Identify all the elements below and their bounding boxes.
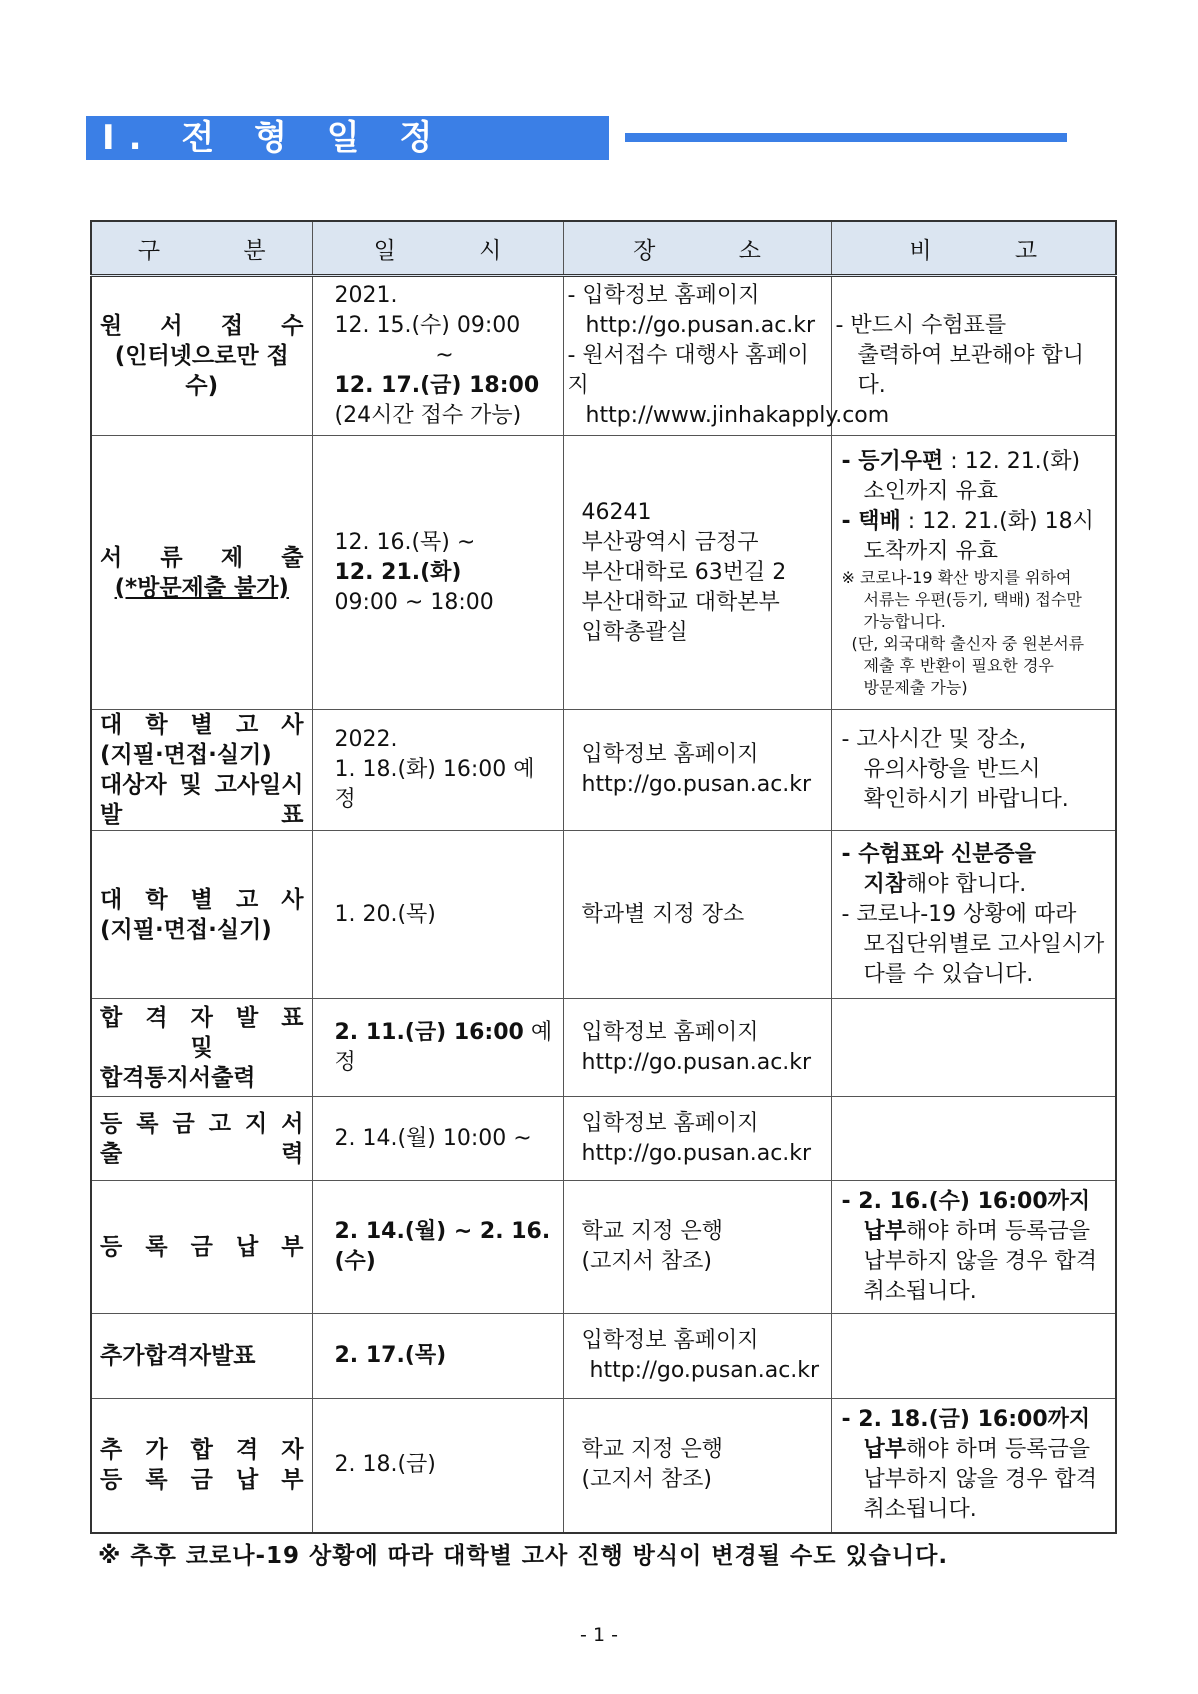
- table-row: [91, 1097, 1116, 1181]
- table-row: [91, 1399, 1116, 1533]
- schedule-table: [90, 220, 1117, 1534]
- row-place: 46241 부산광역시 금정구 부산대학로 63번길 2 부산대학교 대학본부 입학총괄실: [563, 436, 831, 710]
- page-number: - 1 -: [580, 1624, 618, 1646]
- row-place: 입학정보 홈페이지 http://go.pusan.ac.kr: [563, 1314, 831, 1399]
- table-row: [91, 1181, 1116, 1314]
- table-row: [91, 276, 1116, 436]
- row-date: 2. 17.(목): [312, 1314, 563, 1399]
- table-row: [91, 999, 1116, 1097]
- header-note: 비 고: [831, 221, 1116, 276]
- row-category: 추가합격자발표: [91, 1314, 312, 1399]
- table-header-row: [91, 221, 1116, 276]
- row-date: 2. 11.(금) 16:00 예정: [312, 999, 563, 1097]
- row-category: 추 가 합 격 자 등 록 금 납 부: [91, 1399, 312, 1533]
- homepage-link[interactable]: http://go.pusan.ac.kr: [581, 1140, 812, 1166]
- row-category: 대 학 별 고 사 (지필·면접·실기): [91, 831, 312, 999]
- row-date: 2. 18.(금): [312, 1399, 563, 1533]
- table-row: [91, 710, 1116, 831]
- row-note: - 고사시간 및 장소, 유의사항을 반드시 확인하시기 바랍니다.: [831, 710, 1116, 831]
- section-title: Ⅰ. 전 형 일 정: [86, 116, 609, 160]
- homepage-link[interactable]: http://go.pusan.ac.kr: [581, 772, 812, 797]
- row-category: 등 록 금 고 지 서 출 력: [91, 1097, 312, 1181]
- row-note: [831, 999, 1116, 1097]
- row-place: 학과별 지정 장소: [563, 831, 831, 999]
- row-date: 2022. 1. 18.(화) 16:00 예정: [312, 710, 563, 831]
- row-date: 2021. 12. 15.(수) 09:00 ~ 12. 17.(금) 18:00 (24시간 접수 가능): [312, 276, 563, 436]
- row-place: - 입학정보 홈페이지 http://go.pusan.ac.kr - 원서접수 대행사 홈페이지 http://www.jinhakapply.com: [563, 276, 831, 436]
- covid-footnote: ※ 추후 코로나-19 상황에 따라 대학별 고사 진행 방식이 변경될 수도 있습니다.: [98, 1543, 949, 1569]
- row-category: 합 격 자 발 표 및 합격통지서출력: [91, 999, 312, 1097]
- row-note: [831, 1097, 1116, 1181]
- title-rule: [625, 133, 1067, 142]
- homepage-link[interactable]: http://go.pusan.ac.kr: [581, 1049, 812, 1075]
- row-date: 12. 16.(목) ~ 12. 21.(화) 09:00 ~ 18:00: [312, 436, 563, 710]
- row-place: 학교 지정 은행 (고지서 참조): [563, 1181, 831, 1314]
- row-note: - 등기우편 : 12. 21.(화) 소인까지 유효 - 택배 : 12. 21.(화) 18시 도착까지 유효 ※ 코로나-19 확산 방지를 위하여 서류는 우편(등기, 택배) 접수만 가능합니다. (단, 외국대학 출신자 중 원본서류 제출 후 반환이 필요한 경우 방문제출 가능): [831, 436, 1116, 710]
- header-datetime: 일 시: [312, 221, 563, 276]
- row-note: [831, 1314, 1116, 1399]
- row-category: 등 록 금 납 부: [91, 1181, 312, 1314]
- row-place: 입학정보 홈페이지 http://go.pusan.ac.kr: [563, 999, 831, 1097]
- table-row: [91, 831, 1116, 999]
- row-place: 학교 지정 은행 (고지서 참조): [563, 1399, 831, 1533]
- row-date: 1. 20.(목): [312, 831, 563, 999]
- row-note: - 2. 16.(수) 16:00까지 납부해야 하며 등록금을 납부하지 않을 경우 합격 취소됩니다.: [831, 1181, 1116, 1314]
- row-note: - 반드시 수험표를 출력하여 보관해야 합니다.: [831, 276, 1116, 436]
- jinhakapply-link[interactable]: http://www.jinhakapply.com: [585, 403, 890, 428]
- row-note: - 2. 18.(금) 16:00까지 납부해야 하며 등록금을 납부하지 않을 경우 합격 취소됩니다.: [831, 1399, 1116, 1533]
- row-category: 대 학 별 고 사 (지필·면접·실기) 대상자 및 고사일시 발 표: [91, 710, 312, 831]
- header-category: 구 분: [91, 221, 312, 276]
- row-category: 서 류 제 출 (*방문제출 불가): [91, 436, 312, 710]
- row-date: 2. 14.(월) 10:00 ~: [312, 1097, 563, 1181]
- table-row: [91, 1314, 1116, 1399]
- row-note: - 수험표와 신분증을 지참해야 합니다. - 코로나-19 상황에 따라 모집단위별로 고사일시가 다를 수 있습니다.: [831, 831, 1116, 999]
- table-row: [91, 436, 1116, 710]
- header-place: 장 소: [563, 221, 831, 276]
- row-category: 원 서 접 수 (인터넷으로만 접수): [91, 276, 312, 436]
- homepage-link[interactable]: http://go.pusan.ac.kr: [589, 1358, 820, 1383]
- homepage-link[interactable]: http://go.pusan.ac.kr: [585, 313, 816, 338]
- row-place: 입학정보 홈페이지 http://go.pusan.ac.kr: [563, 710, 831, 831]
- row-place: 입학정보 홈페이지 http://go.pusan.ac.kr: [563, 1097, 831, 1181]
- row-date: 2. 14.(월) ~ 2. 16.(수): [312, 1181, 563, 1314]
